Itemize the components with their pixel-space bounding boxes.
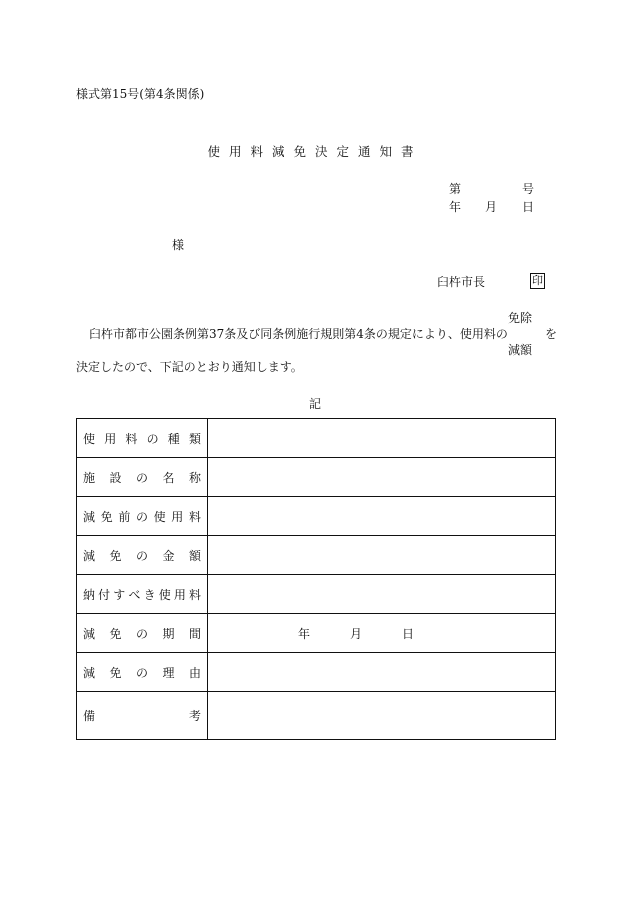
body-particle: を: [545, 327, 558, 341]
row-label: [77, 653, 208, 692]
option-exemption: 免除: [508, 311, 533, 325]
period-date-fields: 年 月 日: [298, 626, 415, 641]
date-year: 年: [449, 200, 462, 214]
date-day: 日: [522, 200, 535, 214]
row-label-text: 使 用 料 の 種 類: [83, 431, 201, 446]
row-label-text: 減 免 前 の 使 用 料: [83, 509, 201, 524]
sender-name: 臼杵市長: [437, 275, 486, 289]
table-row: [77, 458, 556, 497]
option-reduction: 減額: [508, 343, 533, 357]
row-label: [77, 458, 208, 497]
row-label: [77, 692, 208, 740]
number-suffix: 号: [522, 182, 535, 196]
document-title: 使用料減免決定通知書: [207, 144, 423, 159]
row-value: [208, 614, 556, 653]
row-label: [77, 614, 208, 653]
row-label: [77, 497, 208, 536]
row-label: [77, 419, 208, 458]
table-row: [77, 575, 556, 614]
row-value: [208, 419, 556, 458]
row-label-text: 減 免 の 金 額: [83, 548, 201, 563]
row-value: [208, 575, 556, 614]
row-label-text: 減 免 の 期 間: [83, 626, 201, 641]
details-table: [76, 418, 556, 740]
row-value: [208, 653, 556, 692]
date-month: 月: [485, 200, 498, 214]
row-label-text: 備 考: [83, 709, 201, 723]
number-prefix: 第: [449, 182, 462, 196]
table-row: [77, 614, 556, 653]
row-value: [208, 692, 556, 740]
row-label-text: 減 免 の 理 由: [83, 665, 201, 680]
body-line-1: 臼杵市都市公園条例第37条及び同条例施行規則第4条の規定により、使用料の: [89, 327, 508, 341]
row-label: [77, 575, 208, 614]
table-row: [77, 653, 556, 692]
table-row: [77, 536, 556, 575]
seal-mark: 印: [532, 274, 543, 287]
row-label: [77, 536, 208, 575]
table-row: [77, 419, 556, 458]
table-row: [77, 692, 556, 740]
row-label-text: 納 付 す べ き 使 用 料: [83, 587, 201, 602]
row-label-text: 施 設 の 名 称: [83, 470, 201, 485]
addressee-suffix: 様: [172, 238, 185, 252]
table-row: [77, 497, 556, 536]
row-value: [208, 536, 556, 575]
body-line-2: 決定したので、下記のとおり通知します。: [76, 360, 303, 374]
row-value: [208, 497, 556, 536]
form-number: 様式第15号(第4条関係): [76, 87, 205, 101]
ki-heading: 記: [308, 397, 321, 411]
row-value: [208, 458, 556, 497]
